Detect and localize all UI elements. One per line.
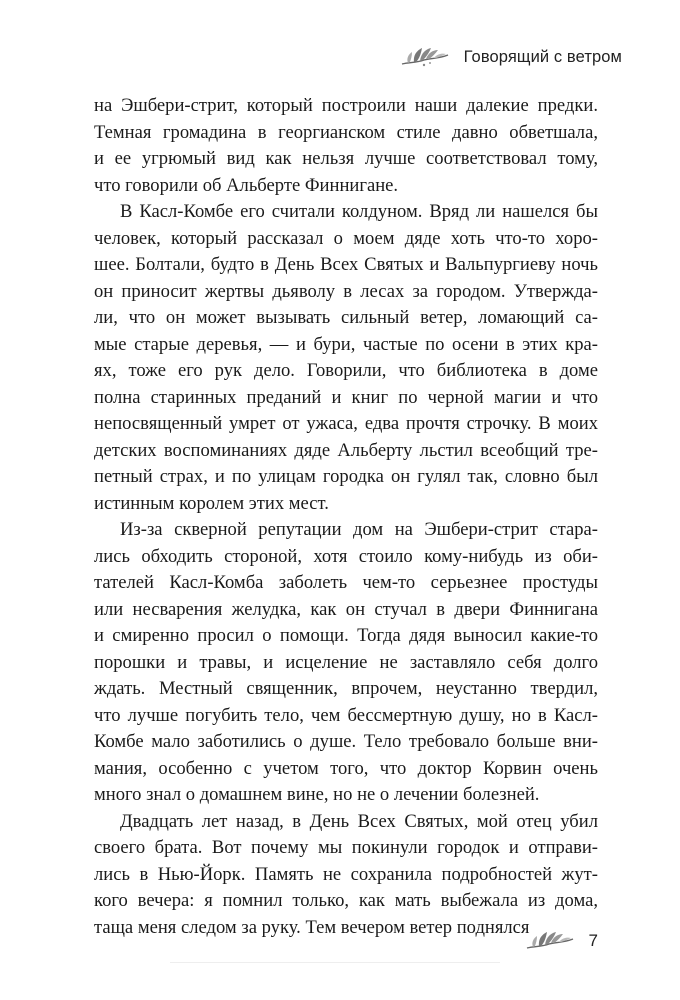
text-line: ях, тоже его рук дело. Говорили, что библиотека в доме bbox=[94, 360, 598, 381]
text-line: что лучше погубить тело, чем бессмертную душу, но в Касл- bbox=[94, 704, 598, 726]
text-line: В Касл-Комбе его считали колдуном. Вряд ли нашелся бы bbox=[120, 201, 598, 222]
text-line: полна старинных преданий и книг по черной магии и что bbox=[94, 386, 598, 408]
text-line: истинным королем этих мест. bbox=[94, 492, 329, 514]
leaf-ornament-icon bbox=[525, 928, 575, 954]
paragraph bbox=[94, 93, 598, 199]
text-line: непосвященный умрет от ужаса, едва прочтя строчку. В моих bbox=[94, 413, 598, 434]
text-line: он приносит жертвы дьяволу в лесах за городом. Утвержда- bbox=[94, 280, 598, 302]
text-line: или несварения желудка, как он стучал в двери Финнигана bbox=[94, 598, 598, 620]
text-line: шее. Болтали, будто в День Всех Святых и Вальпургиеву ночь bbox=[94, 254, 598, 275]
text-line: много знал о домашнем вине, но не о лечении болезней. bbox=[94, 784, 540, 805]
text-line: и смиренно просил о помощи. Тогда дядя выносил какие-то bbox=[94, 625, 598, 646]
paragraph bbox=[94, 809, 598, 942]
paragraph bbox=[94, 517, 598, 809]
body-text bbox=[94, 93, 598, 941]
text-line: на Эшбери-стрит, который построили наши далекие предки. bbox=[94, 95, 598, 116]
text-line: человек, который рассказал о моем дяде хоть что-то хоро- bbox=[94, 227, 598, 249]
text-line: лись обходить стороной, хотя стоило кому-нибудь из оби- bbox=[94, 545, 598, 567]
running-header-title: Говорящий с ветром bbox=[463, 47, 622, 66]
text-line: ли, что он может вызывать сильный ветер, ломающий са- bbox=[94, 307, 598, 328]
text-line: лись в Нью-Йорк. Память не сохранила подробностей жут- bbox=[94, 863, 598, 885]
text-line: Двадцать лет назад, в День Всех Святых, мой отец убил bbox=[120, 810, 598, 832]
leaf-ornament-icon bbox=[400, 44, 450, 70]
footer-divider bbox=[170, 962, 500, 963]
text-line: Комбе мало заботились о душе. Тело требовало больше вни- bbox=[94, 731, 598, 752]
text-line: ждать. Местный священник, впрочем, неустанно твердил, bbox=[94, 678, 598, 699]
text-line: тателей Касл-Комба заболеть чем-то серьезнее простуды bbox=[94, 572, 598, 593]
text-line: Из-за скверной репутации дом на Эшбери-стрит стара- bbox=[120, 519, 598, 540]
text-line: что говорили об Альберте Финнигане. bbox=[94, 174, 399, 196]
text-line: таща меня следом за руку. Тем вечером ветер поднялся bbox=[94, 916, 530, 938]
text-line: мания, особенно с учетом того, что доктор Корвин очень bbox=[94, 757, 598, 779]
text-line: и ее угрюмый вид как нельзя лучше соответствовал тому, bbox=[94, 148, 598, 169]
text-line: мые старые деревья, — и бури, частые по осени в этих кра- bbox=[94, 333, 598, 355]
text-line: детских воспоминаниях дяде Альберту льстил всеобщий тре- bbox=[94, 439, 598, 461]
running-header bbox=[400, 44, 622, 70]
page-number: 7 bbox=[588, 931, 598, 950]
paragraph bbox=[94, 199, 598, 517]
text-line: петный страх, и по улицам городка он гулял так, словно был bbox=[94, 466, 598, 487]
text-line: своего брата. Вот почему мы покинули городок и отправи- bbox=[94, 837, 598, 858]
text-line: порошки и травы, и исцеление не заставляло себя долго bbox=[94, 651, 598, 673]
page-footer bbox=[525, 928, 598, 954]
text-line: Темная громадина в георгианском стиле давно обветшала, bbox=[94, 121, 598, 143]
text-line: кого вечера: я помнил только, как мать выбежала из дома, bbox=[94, 890, 598, 911]
